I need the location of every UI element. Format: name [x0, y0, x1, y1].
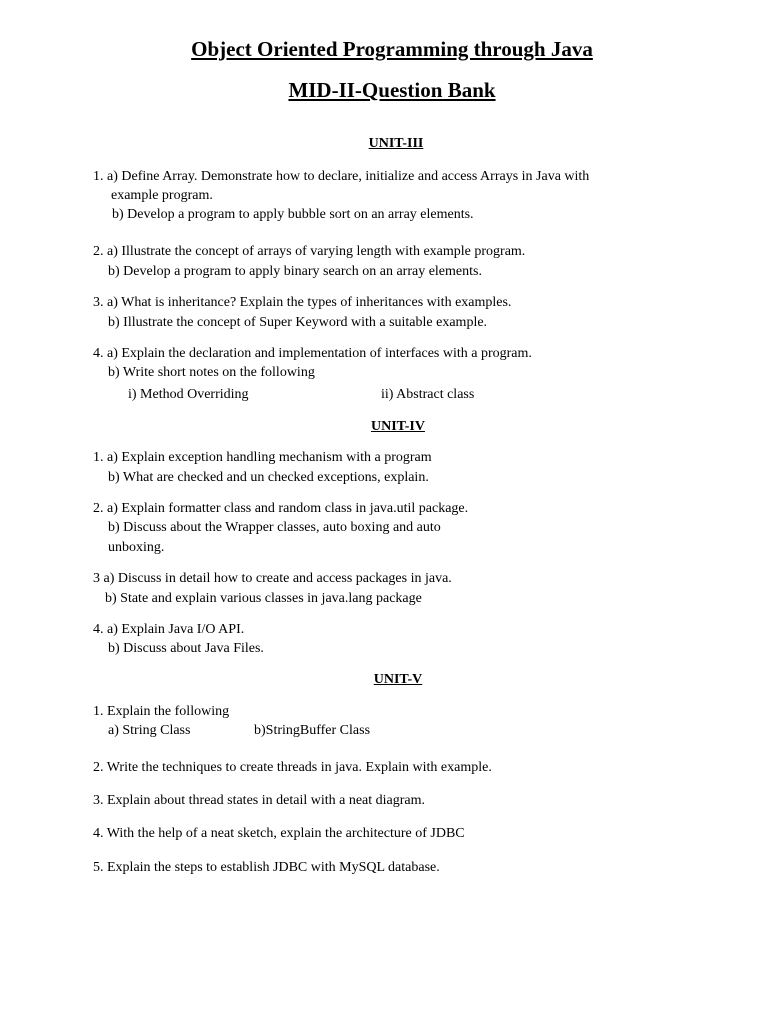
question-line: b) What are checked and un checked exceptions, explain. — [108, 470, 429, 485]
unit-heading: UNIT-V — [373, 672, 423, 687]
question-line: 2. Write the techniques to create threads in java. Explain with example. — [93, 760, 492, 775]
document-title: Object Oriented Programming through Java — [191, 37, 593, 61]
question-line: b) Discuss about the Wrapper classes, auto boxing and auto — [108, 520, 441, 535]
question-line: 3. a) What is inheritance? Explain the types of inheritances with examples. — [93, 295, 512, 310]
question-line: b) Discuss about Java Files. — [108, 641, 264, 656]
question-line: b) State and explain various classes in java.lang package — [105, 591, 422, 606]
question-line: ii) Abstract class — [381, 387, 475, 402]
question-line: b) Develop a program to apply bubble sort on an array elements. — [112, 207, 474, 222]
question-line: 2. a) Explain formatter class and random class in java.util package. — [93, 501, 469, 516]
question-line: 3 a) Discuss in detail how to create and access packages in java. — [93, 571, 452, 586]
question-line: b)StringBuffer Class — [254, 723, 371, 738]
question-line: 4. a) Explain Java I/O API. — [93, 622, 245, 637]
question-line: b) Write short notes on the following — [108, 365, 315, 380]
question-line: 1. a) Define Array. Demonstrate how to declare, initialize and access Arrays in Java with — [93, 169, 590, 184]
question-line: 4. a) Explain the declaration and implementation of interfaces with a program. — [93, 346, 532, 361]
question-line: a) String Class — [108, 723, 191, 738]
question-line: 1. Explain the following — [93, 704, 230, 719]
document-subtitle: MID-II-Question Bank — [288, 78, 496, 102]
question-line: b) Illustrate the concept of Super Keyword with a suitable example. — [108, 315, 488, 330]
unit-heading: UNIT-III — [368, 136, 424, 151]
question-line: 3. Explain about thread states in detail with a neat diagram. — [93, 793, 426, 808]
question-line: i) Method Overriding — [128, 387, 249, 402]
question-line: 5. Explain the steps to establish JDBC with MySQL database. — [93, 860, 440, 875]
question-line: example program. — [111, 188, 213, 203]
question-line: 4. With the help of a neat sketch, explain the architecture of JDBC — [93, 826, 465, 841]
question-line: unboxing. — [108, 540, 165, 555]
unit-heading: UNIT-IV — [371, 419, 425, 434]
question-line: 1. a) Explain exception handling mechanism with a program — [93, 450, 432, 465]
question-line: 2. a) Illustrate the concept of arrays of varying length with example program. — [93, 244, 526, 259]
question-line: b) Develop a program to apply binary search on an array elements. — [108, 264, 482, 279]
